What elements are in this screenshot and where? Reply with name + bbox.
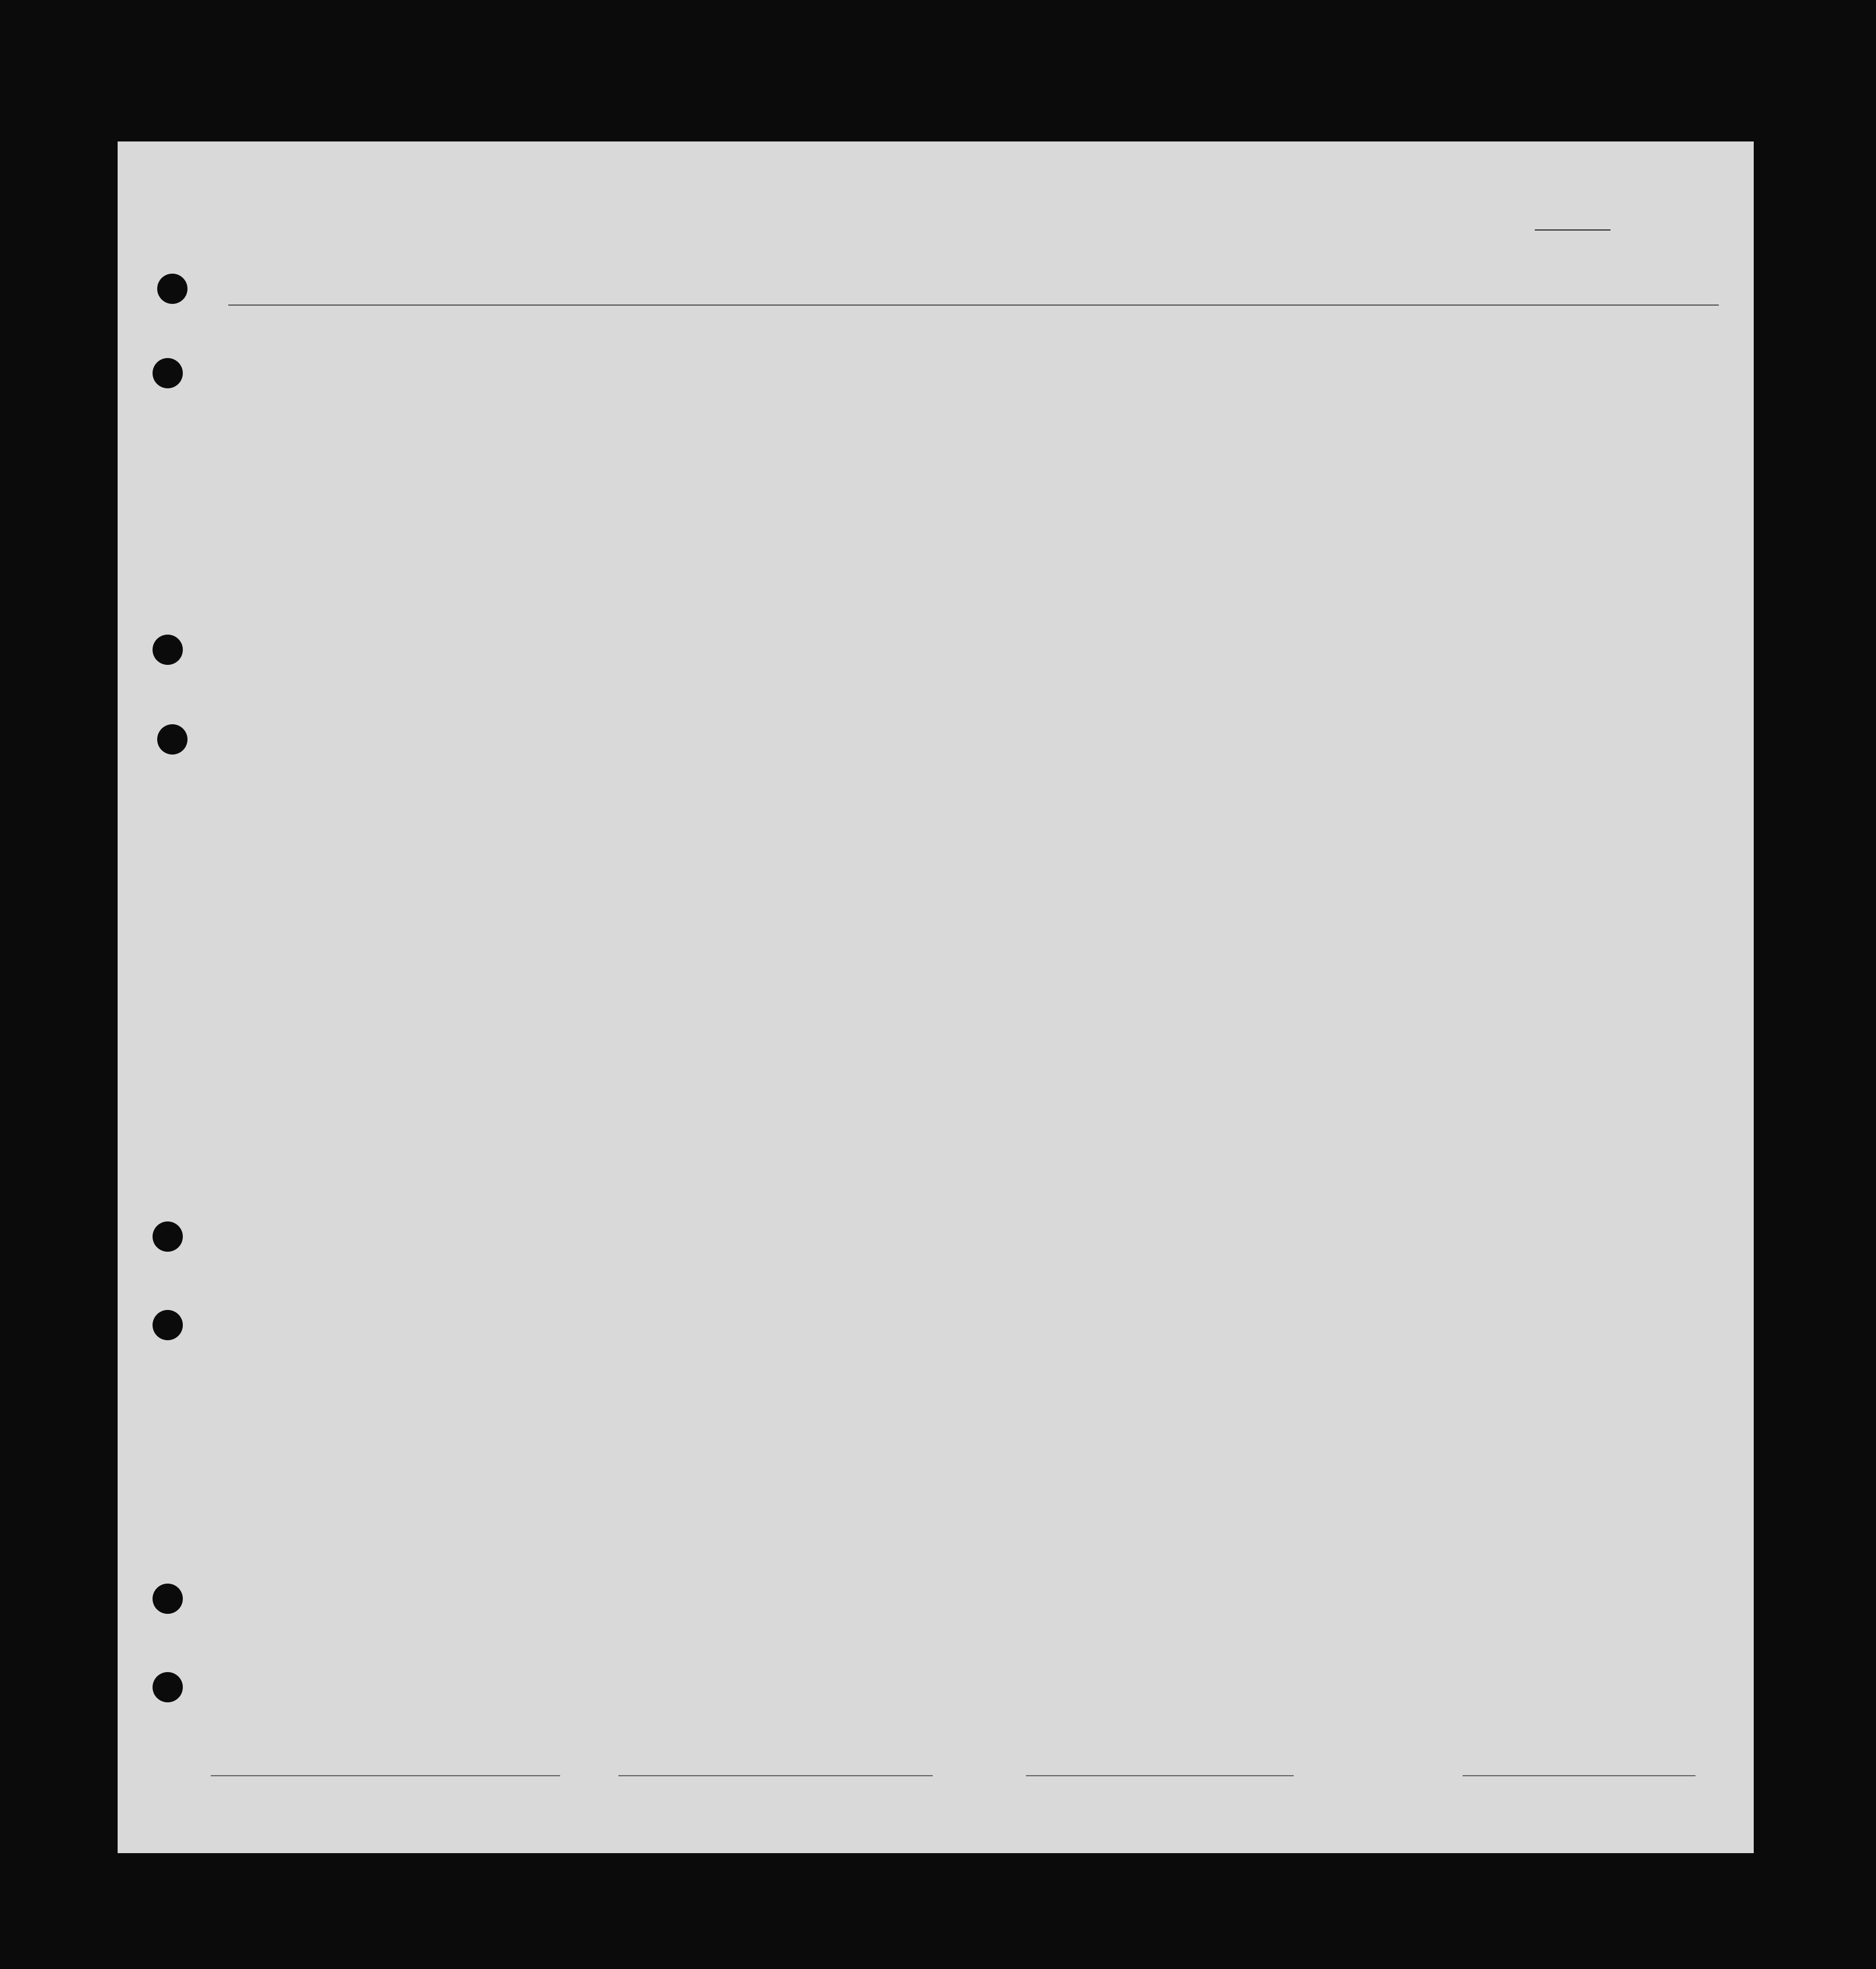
binder-hole: [153, 1672, 183, 1702]
binder-hole: [153, 635, 183, 665]
binder-hole: [153, 1310, 183, 1340]
manifest-form: [118, 141, 1754, 1853]
binder-hole: [157, 274, 187, 304]
crew-table: [118, 141, 1754, 1853]
binder-hole: [153, 358, 183, 388]
binder-hole: [153, 1584, 183, 1614]
binder-hole: [153, 1221, 183, 1252]
binder-hole: [157, 724, 187, 755]
